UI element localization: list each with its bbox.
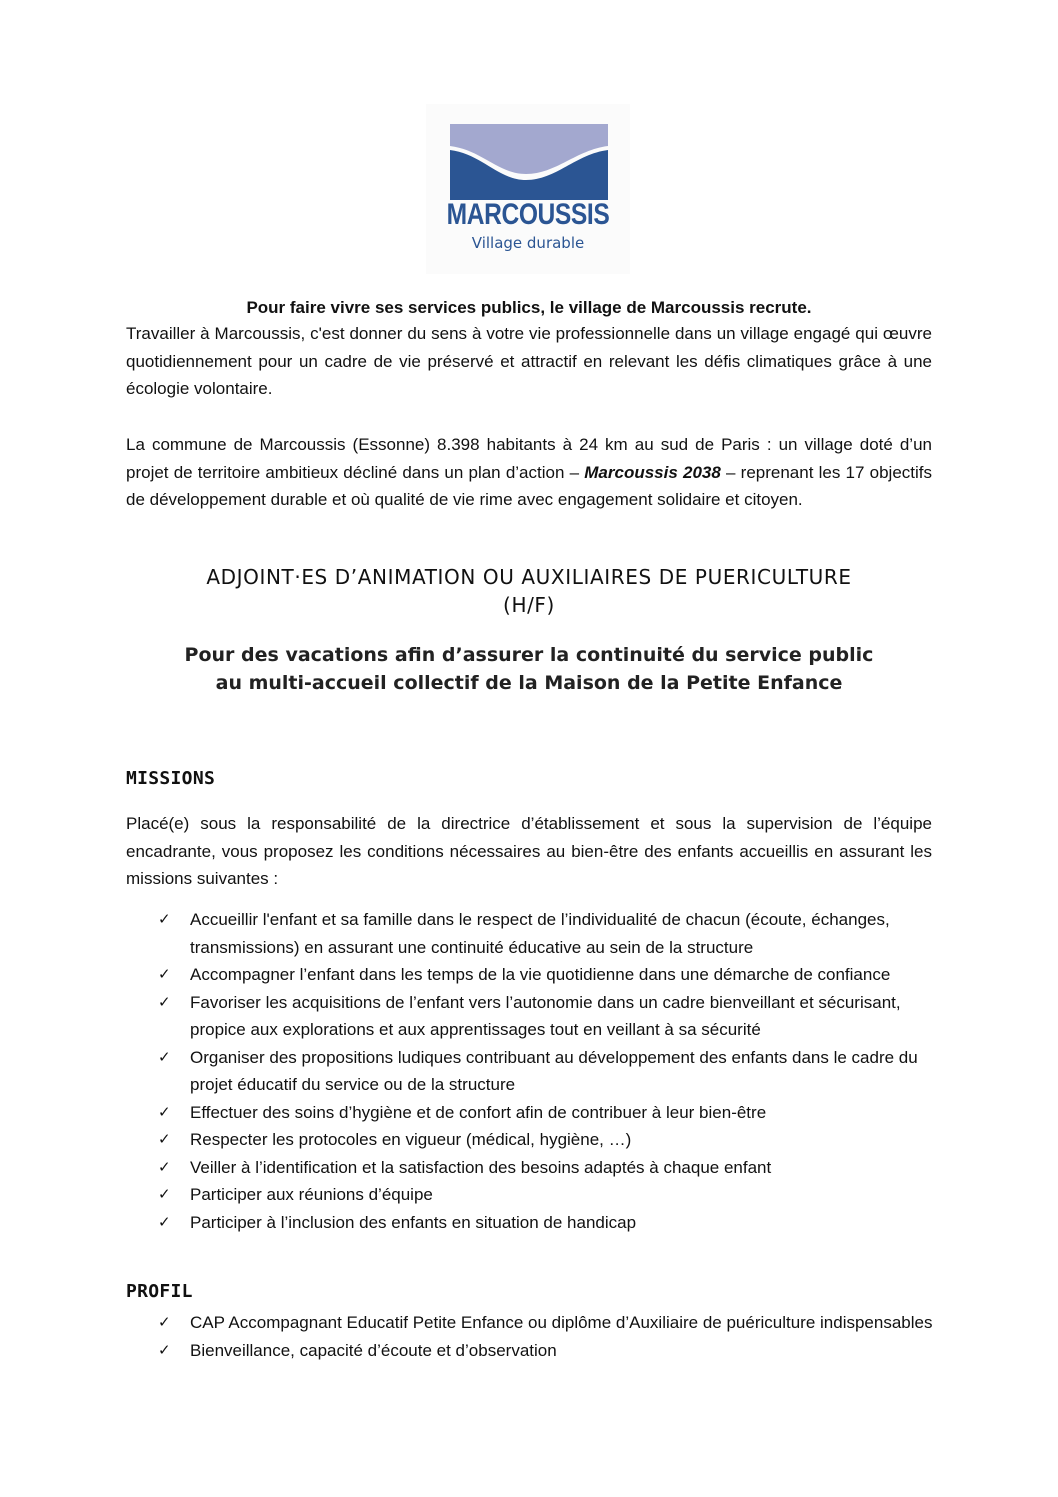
check-icon: ✓ [158, 1102, 171, 1121]
job-subtitle-line1: Pour des vacations afin d’assurer la continuité du service public [184, 644, 874, 666]
list-item: ✓ Accueillir l'enfant et sa famille dans le respect de l’individualité de chacun (écoute, échanges, transmissions) en assurant une continuité éducative au sein de la structure [158, 906, 948, 961]
commune-emphasis: Marcoussis 2038 [584, 462, 721, 482]
missions-list [158, 906, 948, 1236]
logo-name: MARCOUSSIS [446, 198, 610, 231]
list-item: ✓ Effectuer des soins d’hygiène et de confort afin de contribuer à leur bien-être [158, 1099, 948, 1127]
list-item: ✓ Veiller à l’identification et la satisfaction des besoins adaptés à chaque enfant [158, 1154, 948, 1182]
check-icon: ✓ [158, 1313, 171, 1331]
check-icon: ✓ [158, 965, 171, 983]
check-icon: ✓ [158, 1157, 171, 1176]
check-icon: ✓ [158, 1340, 171, 1359]
list-item: ✓ Participer à l’inclusion des enfants en situation de handicap [158, 1209, 948, 1237]
marcoussis-logo [426, 104, 630, 274]
list-item: ✓ Respecter les protocoles en vigueur (médical, hygiène, …) [158, 1126, 948, 1154]
logo-tagline: Village durable [471, 234, 585, 252]
commune-text-after: – reprenant les 17 objectifs de développement durable et où qualité de vie rime avec engagement solidaire et citoyen. [126, 462, 932, 509]
intro-paragraph: Travailler à Marcoussis, c'est donner du sens à votre vie professionnelle dans un village engagé qui œuvre quotidiennement pour un cadre de vie préservé et attractif en relevant les défis climatiques grâce à une écologie volontaire. [126, 324, 932, 398]
job-title-line2: (H/F) [503, 593, 555, 617]
check-icon: ✓ [158, 992, 171, 1011]
check-icon: ✓ [158, 1047, 171, 1066]
list-item: ✓ Bienveillance, capacité d’écoute et d’observation [158, 1337, 948, 1365]
list-item: ✓ Organiser des propositions ludiques contribuant au développement des enfants dans le cadre du projet éducatif du service ou de la structure [158, 1044, 948, 1099]
job-subtitle-line2: au multi-accueil collectif de la Maison de la Petite Enfance [215, 672, 843, 694]
profil-heading: PROFIL [126, 1281, 193, 1302]
list-item: ✓ Accompagner l’enfant dans les temps de la vie quotidienne dans une démarche de confiance [158, 961, 948, 989]
profil-list [158, 1309, 948, 1364]
check-icon: ✓ [158, 1130, 171, 1148]
job-title [126, 563, 932, 619]
list-item: ✓ Participer aux réunions d’équipe [158, 1181, 948, 1209]
commune-paragraph [126, 431, 932, 514]
recruitment-tagline: Pour faire vivre ses services publics, le village de Marcoussis recrute. [246, 298, 812, 317]
list-item: ✓ CAP Accompagnant Educatif Petite Enfance ou diplôme d’Auxiliaire de puériculture indispensables [158, 1309, 948, 1337]
job-subtitle [126, 641, 932, 697]
check-icon: ✓ [158, 1185, 171, 1203]
missions-heading: MISSIONS [126, 768, 216, 789]
list-item: ✓ Favoriser les acquisitions de l’enfant vers l’autonomie dans un cadre bienveillant et sécurisant, propice aux explorations et aux apprentissages tout en veillant à sa sécurité [158, 989, 948, 1044]
commune-text-before: La commune de Marcoussis (Essonne) 8.398 habitants à 24 km au sud de Paris : un village doté d’un projet de territoire ambitieux décliné dans un plan d’action – [126, 435, 932, 482]
job-title-line1: ADJOINT·ES D’ANIMATION OU AUXILIAIRES DE PUERICULTURE [206, 565, 852, 589]
check-icon: ✓ [158, 910, 171, 928]
check-icon: ✓ [158, 1212, 171, 1231]
missions-intro: Placé(e) sous la responsabilité de la directrice d’établissement et sous la supervision de l’équipe encadrante, vous proposez les conditions nécessaires au bien-être des enfants accueillis en assurant les missions suivantes : [126, 814, 932, 888]
